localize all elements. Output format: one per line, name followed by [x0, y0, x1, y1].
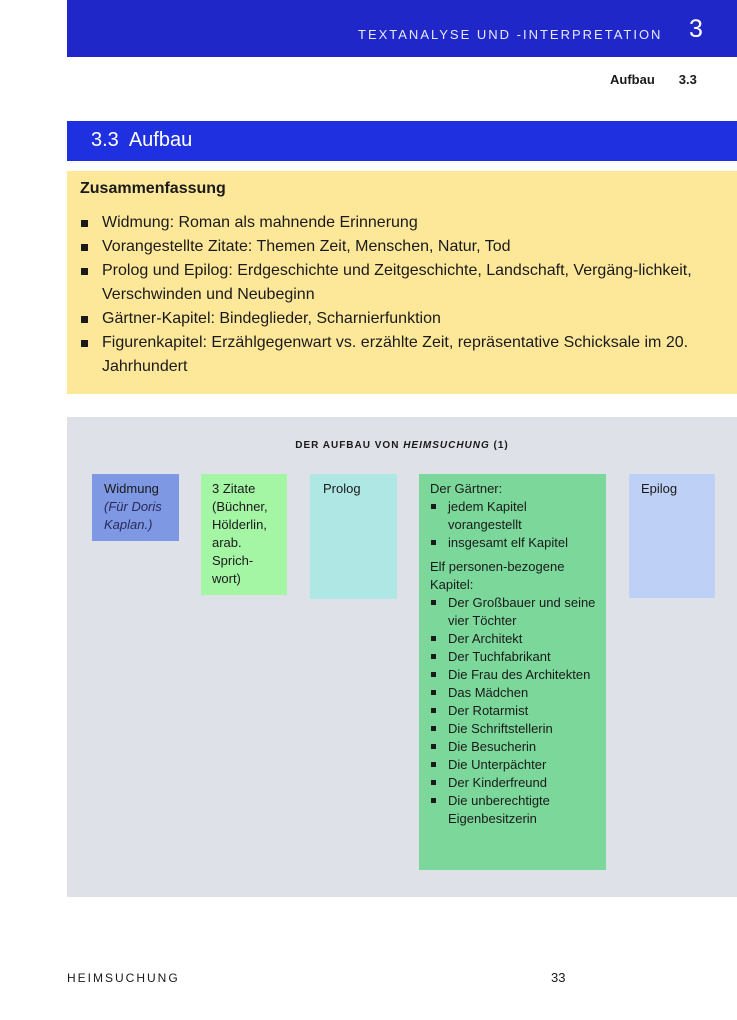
gaertner-point: jedem Kapitel vorangestellt — [430, 498, 600, 534]
chapter-item: Die unberechtigte Eigenbesitzerin — [430, 792, 600, 828]
chapter-item: Die Unterpächter — [430, 756, 600, 774]
widmung-label: Widmung — [104, 481, 159, 496]
chapter-item: Der Großbauer und seine vier Töchter — [430, 594, 600, 630]
prolog-label: Prolog — [323, 481, 361, 496]
chapter-item: Die Besucherin — [430, 738, 600, 756]
summary-item: Widmung: Roman als mahnende Erinnerung — [80, 211, 730, 235]
chapter-item: Die Frau des Architekten — [430, 666, 600, 684]
chapter-item: Die Schriftstellerin — [430, 720, 600, 738]
diagram-title-prefix: DER AUFBAU VON — [295, 440, 404, 451]
summary-item: Prolog und Epilog: Erdgeschichte und Zeitgeschichte, Landschaft, Vergäng-lichkeit, Verschwinden und Neubeginn — [80, 259, 730, 307]
structure-diagram — [67, 417, 737, 897]
chapter-item: Der Architekt — [430, 630, 600, 648]
running-number: 3.3 — [678, 72, 697, 87]
chapter-list — [430, 594, 600, 828]
section-bar — [67, 121, 737, 161]
section-title: 3.3 Aufbau — [91, 129, 193, 151]
gaertner-label: Der Gärtner: — [430, 481, 503, 496]
zitate-box — [201, 474, 287, 595]
summary-item: Figurenkapitel: Erzählgegenwart vs. erzählte Zeit, repräsentative Schicksale im 20. Jahrhundert — [80, 331, 730, 379]
summary-heading: Zusammenfassung — [80, 180, 226, 197]
chapter-item: Der Tuchfabrikant — [430, 648, 600, 666]
zitate-label: 3 Zitate (Büchner, Hölderlin, arab. Sprich-wort) — [212, 481, 268, 586]
gaertner-points — [430, 498, 600, 552]
diagram-title — [67, 440, 737, 451]
chapter-item: Der Rotarmist — [430, 702, 600, 720]
chapter-item: Das Mädchen — [430, 684, 600, 702]
diagram-title-suffix: (1) — [489, 440, 509, 451]
widmung-box — [92, 474, 179, 541]
summary-item: Gärtner-Kapitel: Bindeglieder, Scharnierfunktion — [80, 307, 730, 331]
summary-list — [80, 211, 730, 379]
running-section: Aufbau — [610, 72, 655, 87]
chapter-title: TEXTANALYSE UND -INTERPRETATION — [358, 27, 663, 42]
prolog-box — [310, 474, 397, 599]
summary-box — [67, 171, 737, 394]
chapter-number: 3 — [689, 15, 703, 43]
footer-book-title: HEIMSUCHUNG — [67, 971, 180, 985]
diagram-title-italic: HEIMSUCHUNG — [403, 440, 490, 451]
page-number: 33 — [551, 970, 566, 985]
widmung-subtext: (Für Doris Kaplan.) — [104, 499, 162, 532]
running-head — [610, 72, 697, 87]
epilog-label: Epilog — [641, 481, 678, 496]
chapter-banner — [67, 0, 737, 57]
summary-item: Vorangestellte Zitate: Themen Zeit, Menschen, Natur, Tod — [80, 235, 730, 259]
chapter-item: Der Kinderfreund — [430, 774, 600, 792]
gaertner-box — [419, 474, 606, 870]
epilog-box — [629, 474, 715, 598]
gaertner-point: insgesamt elf Kapitel — [430, 534, 600, 552]
chapters-label: Elf personen-bezogene Kapitel: — [430, 559, 565, 592]
